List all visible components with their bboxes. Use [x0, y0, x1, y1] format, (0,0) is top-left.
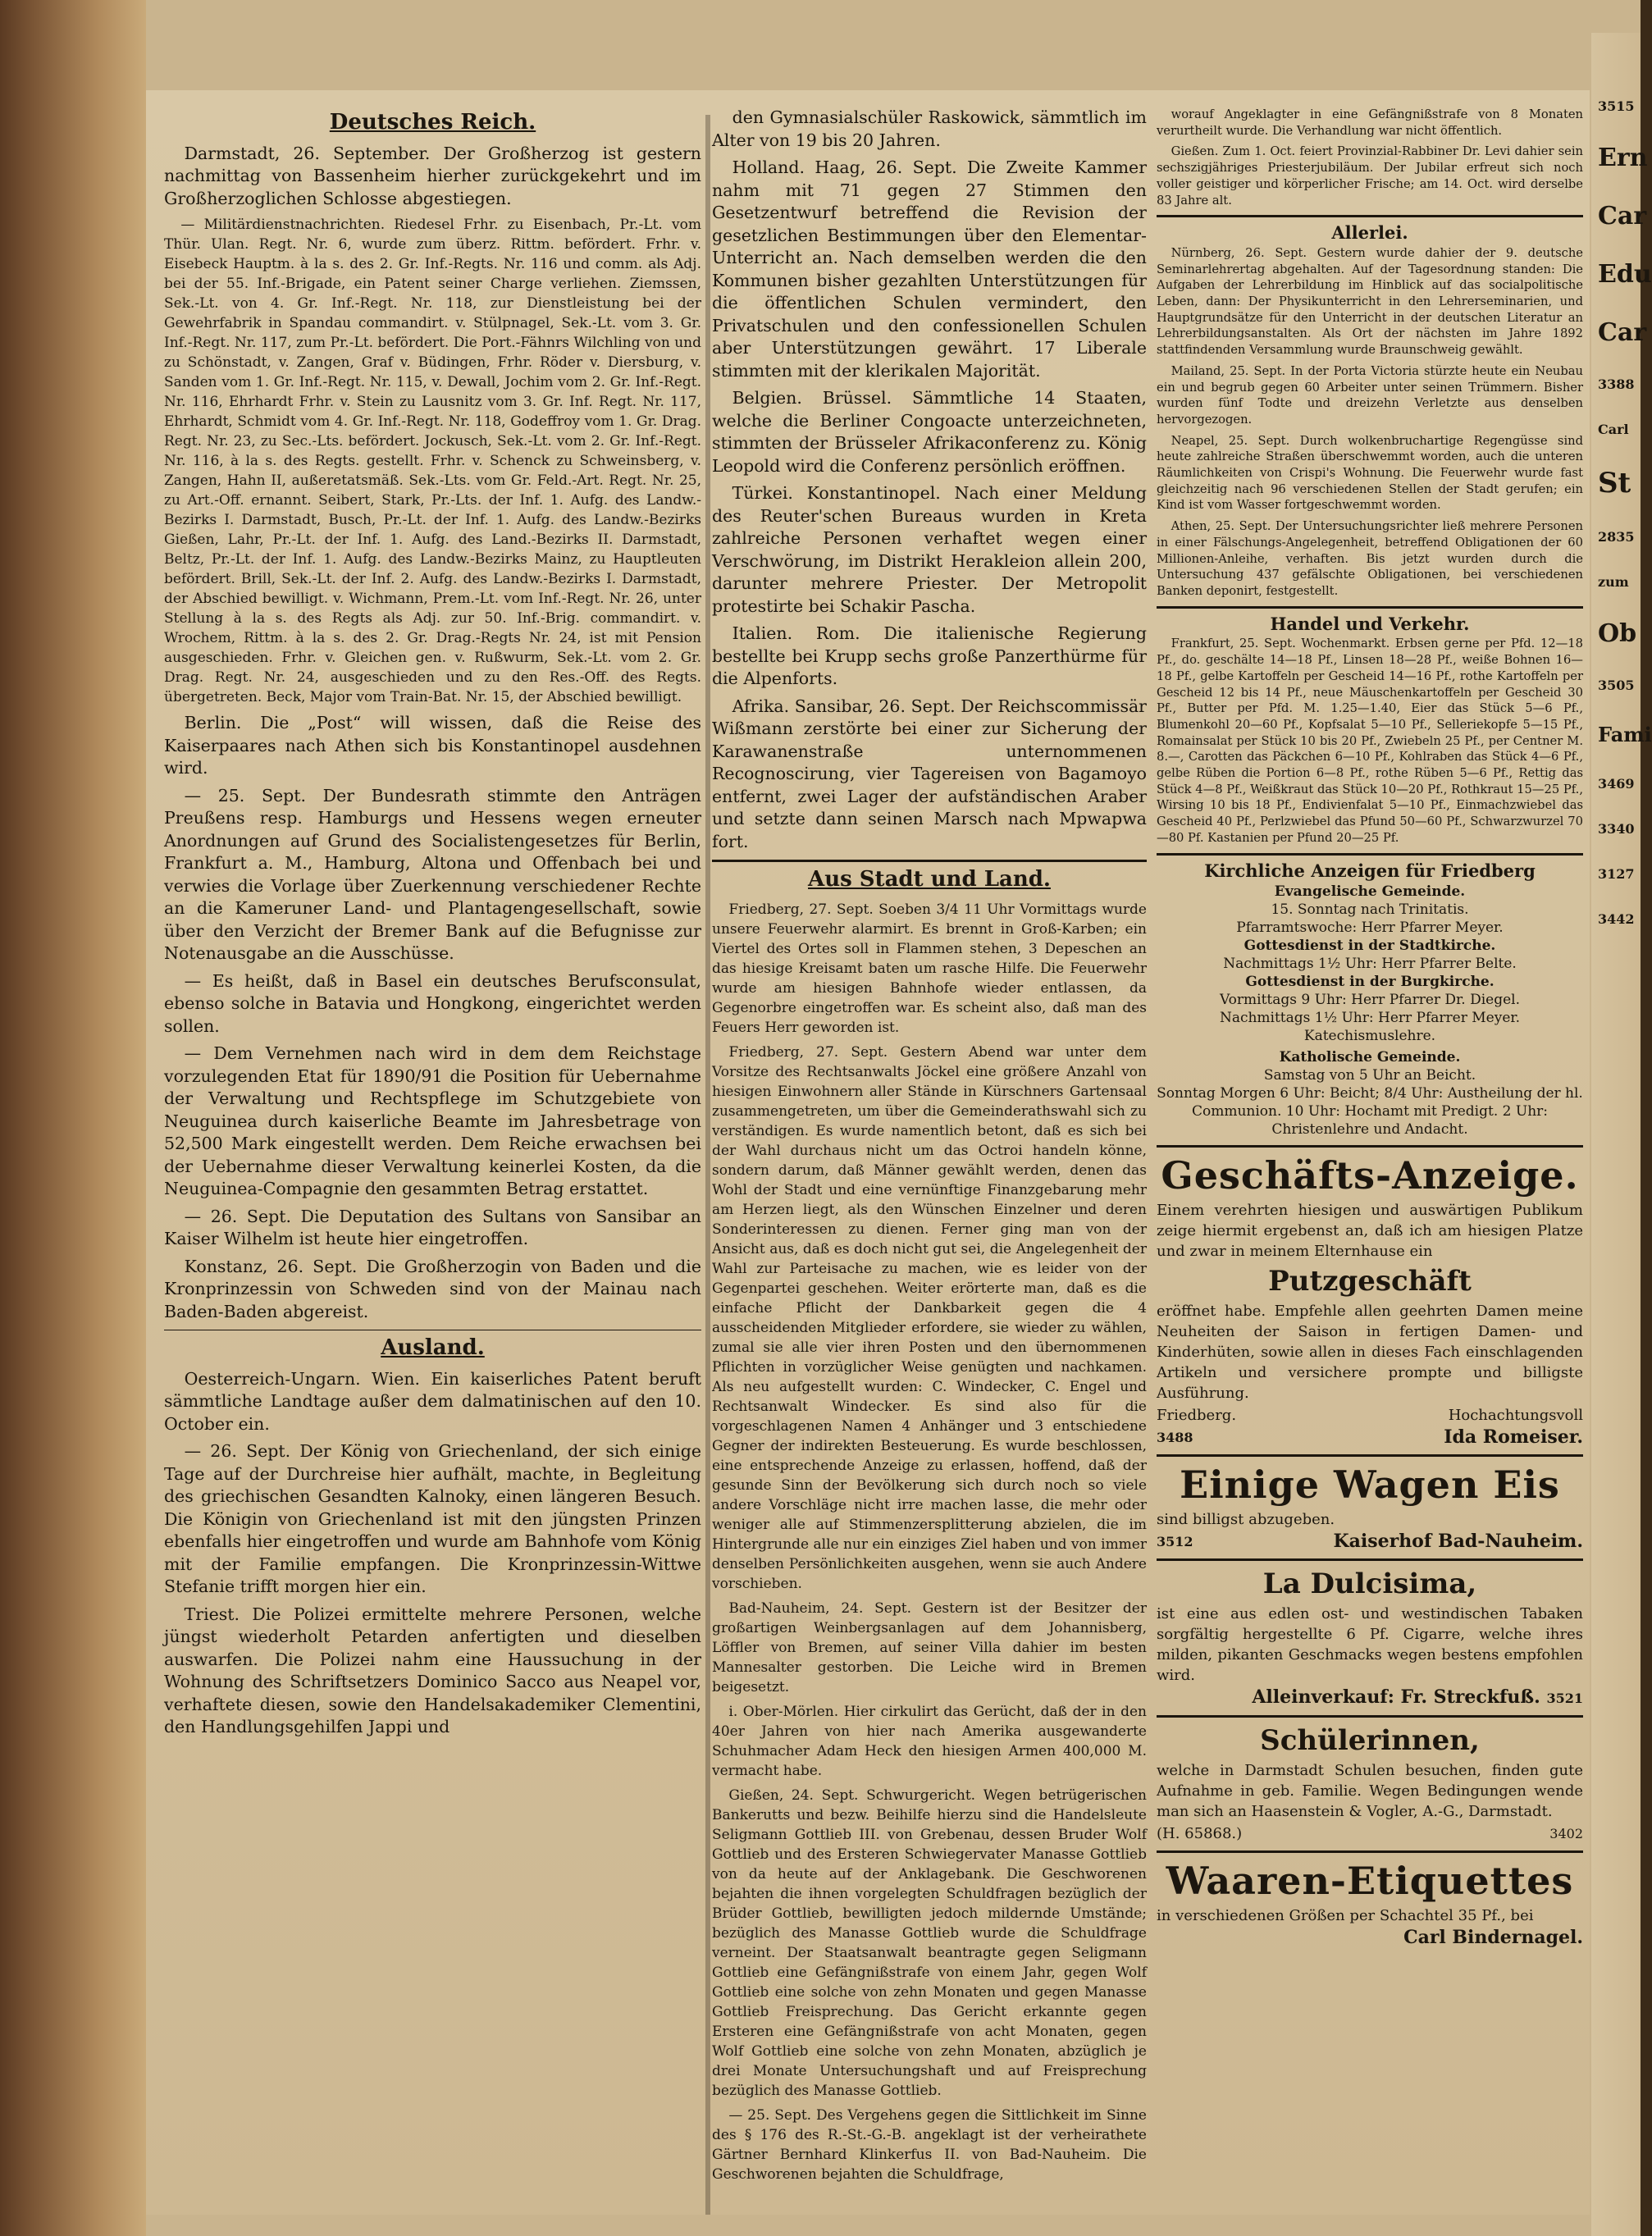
ad-wagen-eis: [1157, 1454, 1583, 1558]
section-title-handel: Handel und Verkehr.: [1270, 613, 1470, 634]
edge-fragment: Car: [1598, 318, 1647, 347]
edge-fragment: 3340: [1598, 821, 1635, 837]
church-line: Pfarramtswoche: Herr Pfarrer Meyer.: [1236, 919, 1504, 937]
ad-title: Schülerinnen,: [1260, 1724, 1480, 1758]
article: worauf Angeklagter in eine Gefängnißstrafe von 8 Monaten verurtheilt wurde. Die Verhandlung war nicht öffentlich.: [1157, 107, 1583, 138]
article: Neapel, 25. Sept. Durch wolkenbruchartige Regengüsse sind heute zahlreiche Straßen überschwemmt worden, auch die unteren Räumlichkeiten von Crispi's Wohnung. Die Feuerwehr wurde fast gleichzeitig nach 96 verschiedenen Stellen der Stadt gerufen; ein Kind ist vom Wasser fortgeschwemmt worden.: [1157, 433, 1583, 513]
edge-fragment: Edu: [1598, 260, 1652, 289]
article: Bad-Nauheim, 24. Sept. Gestern ist der Besitzer der großartigen Weinbergsanlagen auf dem Johannisberg, Löffler von Bremen, auf seiner Villa dahier im besten Mannesalter gestorben. Die Leiche wird in Bremen beigesetzt.: [712, 1599, 1147, 1695]
market-report: Frankfurt, 25. Sept. Wochenmarkt. Erbsen gerne per Pfd. 12—18 Pf., do. geschälte 14—18 Pf., Linsen 18—28 Pf., weiße Bohnen 16—18 Pf., gelbe Kartoffeln per Gescheid 14—16 Pf., rothe Kartoffeln per Gescheid 12 bis 14 Pf., neue Mäuschenkartoffeln per Gescheid 30 Pf., Butter per Pfd. M. 1.25—1.40, Eier das Stück 5—6 Pf., Blumenkohl 20—60 Pf., Kopfsalat 5—10 Pf., Selleriekopfe 5—15 Pf., Romainsalat per Stück 10 bis 20 Pf., Zwiebeln 25 Pf., per Centner M. 8.—, Carotten das Päckchen 6—10 Pf., Kohlraben das Stück 4—6 Pf., gelbe Rüben die Portion 6—8 Pf., rothe Rüben 5—6 Pf., Rettig das Stück 4—8 Pf., Weißkraut das Stück 10—20 Pf., Rothkraut 15—25 Pf., Wirsing 10 bis 18 Pf., Endivienfalat 5—10 Pf., Einmachzwiebel das Gescheid 40 Pf., Perlzwiebel das Pfund 50—60 Pf., Schwarzwurzel 70—80 Pf. Kastanien per Pfund 20—25 Pf.: [1157, 637, 1583, 845]
section-title-ausland: Ausland.: [381, 1335, 485, 1360]
ad-place: [1157, 1405, 1583, 1426]
article: — Dem Vernehmen nach wird in dem dem Reichstage vorzulegenden Etat für 1890/91 die Position für Uebernahme der Verwaltung und Rechtspflege im Schutzgebiete von Neuguinea durch kaiserliche Beamte im Jahresbetrage von 52,500 Mark eingestellt werden. Dem Reiche erwachsen bei der Uebernahme dieser Verwaltung keinerlei Kosten, da die Neuguinea-Compagnie den gesammten Betrag erstattet.: [164, 1043, 701, 1198]
ad-keyword: Putzgeschäft: [1268, 1265, 1472, 1298]
article: Berlin. Die „Post“ will wissen, daß die Reise des Kaiserpaares nach Athen sich bis Konstantinopel ausdehnen wird.: [164, 713, 701, 778]
edge-fragment: Carl: [1598, 422, 1629, 437]
article: — 26. Sept. Die Deputation des Sultans von Sansibar an Kaiser Wilhelm ist heute hier eingetroffen.: [164, 1206, 701, 1248]
edge-fragment: 3469: [1598, 776, 1635, 792]
divider: [1157, 853, 1583, 856]
church-line: Gottesdienst in der Burgkirche.: [1245, 974, 1495, 991]
ad-name: Alleinverkauf: Fr. Streckfuß.: [1252, 1686, 1540, 1709]
article: Türkei. Konstantinopel. Nach einer Meldung des Reuter'schen Bureaus wurden in Kreta zahlreiche Personen verhaftet wegen einer Verschwörung, im Distrikt Herakleion allein 200, darunter mehrere Priester. Der Metropolit protestirte bei Schakir Pascha.: [712, 483, 1147, 616]
church-line: Nachmittags 1½ Uhr: Herr Pfarrer Belte.: [1223, 956, 1517, 973]
edge-fragment: 3442: [1598, 911, 1635, 927]
article: Gießen. Zum 1. Oct. feiert Provinzial-Rabbiner Dr. Levi dahier sein sechszigjähriges Priesterjubiläum. Der Jubilar erfreut sich noch voller geistiger und körperlicher Frische; am 14. Oct. wird derselbe 83 Jahre alt.: [1157, 144, 1583, 208]
ad-waaren-etiquettes: [1157, 1850, 1583, 1955]
church-line: Vormittags 9 Uhr: Herr Pfarrer Dr. Diegel.: [1219, 992, 1521, 1009]
ad-code: 3488: [1157, 1430, 1193, 1446]
ad-text: welche in Darmstadt Schulen besuchen, finden gute Aufnahme in geb. Familie. Wegen Bedingungen wende man sich an Haasenstein & Vogler, A.-G., Darmstadt.: [1157, 1762, 1583, 1821]
article: Mailand, 25. Sept. In der Porta Victoria stürzte heute ein Neubau ein und begrub gegen 60 Arbeiter unter seinen Trümmern. Bisher wurden fünf Todte und dreizehn Verletzte aus denselben hervorgezogen.: [1157, 363, 1583, 427]
article: — Militärdienstnachrichten. Riedesel Frhr. zu Eisenbach, Pr.-Lt. vom Thür. Ulan. Regt. Nr. 6, wurde zum überz. Rittm. befördert. Frhr. v. Eisebeck Hauptm. à la s. des 2. Gr. Inf.-Regts. Nr. 116 und comm. als Adj. bei der 55. Inf.-Brigade, ein Patent seiner Charge verliehen. Ziemssen, Sek.-Lt. von 4. Gr. Inf.-Regt. Nr. 118, zur Dienstleistung bei der Gewehrfabrik in Spandau commandirt. v. Stülpnagel, Sek.-Lt. vom 3. Gr. Inf.-Regt. Nr. 117, zum Pr.-Lt. befördert. Die Port.-Fähnrs Wilchling von und zu Schönstadt, v. Zangen, Graf v. Büdingen, Frhr. Röder v. Diersburg, v. Sanden vom 1. Gr. Inf.-Regt. Nr. 115, v. Dewall, Jochim vom 2. Gr. Inf.-Regt. Nr. 116, Ehrhardt Frhr. v. Stein zu Lausnitz vom 3. Gr. Inf. Regt. Nr. 117, Ehrhardt, Schmidt vom 4. Gr. Inf.-Regt. Nr. 118, Godeffroy vom 1. Gr. Drag. Regt. Nr. 23, zu Sec.-Lts. befördert. Jockusch, Sek.-Lt. vom 2. Gr. Inf.-Regt. Nr. 116, à la s. des Regts. gestellt. Frhr. v. Schenck zu Schweinsberg, v. Zangen, Hahn II, außeretatsmäß. Sek.-Lts. vom Gr. Feld.-Art. Regt. Nr. 25, zu Art.-Off. ernannt. Seibert, Stark, Pr.-Lts. der Inf. 1. Aufg. des Landw.-Bezirks I. Darmstadt, Busch, Pr.-Lt. der Inf. 1. Aufg. des Landw.-Bezirks Gießen, Lahr, Pr.-Lt. der Inf. 1. Aufg. des Land.-Bezirks II. Darmstadt, Beltz, Pr.-Lt. der Inf. 1. Aufg. des Landw.-Bezirks Mainz, zu Hauptleuten befördert. Brill, Sek.-Lt. der Inf. 2. Aufg. des Landw.-Bezirks I. Darmstadt, der Abschied bewilligt. v. Wichmann, Prem.-Lt. vom Inf.-Regt. Nr. 26, unter Stellung à la s. des Regts als Adj. zur 50. Inf.-Brig. commandirt. v. Wrochem, Rittm. à la s. des 2. Gr. Drag.-Regts Nr. 24, ist mit Pension ausgeschieden. Frhr. v. Gleichen gen. v. Rußwurm, Sek.-Lt. vom 2. Gr. Drag. Regt. Nr. 24, ausgeschieden und zu den Res.-Off. des Regts. übergetreten. Beck, Major vom Train-Bat. Nr. 15, der Abschied bewilligt.: [164, 217, 701, 705]
edge-fragment: zum: [1598, 574, 1629, 590]
book-binding: [0, 0, 146, 2236]
middle-column: [712, 107, 1147, 2189]
ad-title: Waaren-Etiquettes: [1166, 1859, 1574, 1904]
ad-text: eröffnet habe. Empfehle allen geehrten Damen meine Neuheiten der Saison in fertigen Damen- und Kinderhüten, sowie allen in dieses Fach einschlagenden Artikeln und versichere prompte und billigste Ausführung.: [1157, 1303, 1583, 1403]
column-gutter: [705, 115, 710, 2215]
article: Afrika. Sansibar, 26. Sept. Der Reichscommissär Wißmann zerstörte bei einer zur Sicherung der Karawanenstraße unternommenen Recognoscirung, vier Tagereisen von Bagamoyo entfernt, zwei Lager der aufständischen Araber und setzte dann seinen Marsch nach Mpwapwa fort.: [712, 696, 1147, 851]
ad-geschaefts-anzeige: [1157, 1145, 1583, 1454]
ad-signature: [1157, 1687, 1583, 1709]
ad-title: Geschäfts-Anzeige.: [1161, 1153, 1579, 1198]
ad-code: 3402: [1549, 1826, 1583, 1842]
edge-fragment: 3505: [1598, 678, 1635, 693]
ad-name: Ida Romeiser.: [1444, 1426, 1583, 1449]
article: Athen, 25. Sept. Der Untersuchungsrichter ließ mehrere Personen in einer Fälschungs-Angelegenheit, betreffend Obligationen der 60 Millionen-Anleihe, verhaften. Bis jetzt wurden durch die Untersuchung 437 gefälschte Obligationen, bei verschiedenen Banken deponirt, festgestellt.: [1157, 519, 1583, 598]
ad-ref: [1157, 1823, 1583, 1844]
article: — 25. Sept. Des Vergehens gegen die Sittlichkeit im Sinne des § 176 des R.-St.-G.-B. angeklagt ist der verheirathete Gärtner Bernhard Klinkerfus II. von Bad-Nauheim. Die Geschworenen bejahten die Schuldfrage,: [712, 2106, 1147, 2183]
article: i. Ober-Mörlen. Hier cirkulirt das Gerücht, daß der in den 40er Jahren von hier nach Amerika ausgewanderte Schuhmacher Adam Heck den hiesigen Armen 400,000 M. vermacht habe.: [712, 1703, 1147, 1779]
article: Gießen, 24. Sept. Schwurgericht. Wegen betrügerischen Bankerutts und bezw. Beihilfe hierzu sind die Handelsleute Seligmann Gottlieb III. von Grebenau, dessen Bruder Wolf Gottlieb und des Ersteren Schwiegervater Manasse Gottlieb von da heute auf der Anklagebank. Die Geschworenen bejahten die ihnen vorgelegten Schuldfragen bezüglich der Brüder Gottlieb, bewilligten jedoch mildernde Umstände; bezüglich des Manasse Gottlieb wurde die Schuldfrage verneint. Der Staatsanwalt beantragte gegen Seligmann Gottlieb eine Gefängnißstrafe von einem Jahr, gegen Wolf Gottlieb eine solche von zehn Monaten und gegen Manasse Gottlieb Freisprechung. Das Gericht erkannte gegen Ersteren eine Gefängnißstrafe von acht Monaten, gegen Wolf Gottlieb eine solche von zehn Monaten, abzüglich je drei Monate Untersuchungshaft und auf Freisprechung bezüglich des Manasse Gottlieb.: [712, 1787, 1147, 2099]
church-line: Samstag von 5 Uhr an Beicht.: [1263, 1067, 1476, 1084]
left-column: [164, 107, 701, 1744]
church-line: Nachmittags 1½ Uhr: Herr Pfarrer Meyer.: [1219, 1010, 1521, 1027]
article: — Es heißt, daß in Basel ein deutsches Berufsconsulat, ebenso solche in Batavia und Hongkong, eingerichtet werden sollen.: [164, 970, 701, 1036]
ad-signature: [1157, 1531, 1583, 1552]
section-title-allerlei: Allerlei.: [1331, 222, 1408, 244]
article: Holland. Haag, 26. Sept. Die Zweite Kammer nahm mit 71 gegen 27 Stimmen den Gesetzentwurf betreffend die Revision der gesetzlichen Bestimmungen über den Elementar-Unterricht an. Nach demselben werden die den Kommunen bisher gezahlten Unterstützungen für die öffentlichen Schulen vermindert, den Privatschulen und den confessionellen Schulen aber Unterstützungen gewährt. 17 Liberale stimmten mit der klerikalen Majorität.: [712, 157, 1147, 381]
church-notices-title: Kirchliche Anzeigen für Friedberg: [1204, 860, 1536, 881]
right-column: [1157, 107, 1583, 1955]
edge-fragment: Car: [1598, 202, 1647, 230]
ad-name: Carl Bindernagel.: [1403, 1927, 1583, 1949]
church-line: 15. Sonntag nach Trinitatis.: [1271, 901, 1469, 919]
ad-name: Kaiserhof Bad-Nauheim.: [1333, 1531, 1583, 1553]
church-line: Gottesdienst in der Stadtkirche.: [1244, 938, 1496, 955]
article: Darmstadt, 26. September. Der Großherzog ist gestern nachmittag von Bassenheim hierher zurückgekehrt und im Großherzoglichen Schlosse abgestiegen.: [164, 143, 701, 208]
article: — 26. Sept. Der König von Griechenland, der sich einige Tage auf der Durchreise hier aufhält, machte, in Begleitung des griechischen Gesandten Kalnoky, einen längeren Besuch. Die Königin von Griechenland ist mit den jüngsten Prinzen ebenfalls hier eingetroffen und wurde am Bahnhofe vom König mit der Familie empfangen. Die Kronprinzessin-Wittwe Stefanie trifft morgen hier ein.: [164, 1441, 701, 1596]
article: Friedberg, 27. Sept. Soeben 3/4 11 Uhr Vormittags wurde unsere Feuerwehr alarmirt. Es brennt in Groß-Karben; ein Viertel des Ortes soll in Flammen stehen, 3 Depeschen an das hiesige Kreisamt baten um rasche Hilfe. Die Feuerwehr wurde am hiesigen Bahnhofe wieder entlassen, da Gegenorbre eingetroffen war. Es scheint also, daß man des Feuers Herr geworden ist.: [712, 901, 1147, 1036]
edge-fragment: Fami: [1598, 723, 1652, 746]
article: Belgien. Brüssel. Sämmtliche 14 Staaten, welche die Berliner Congoacte unterzeichneten, stimmten der Brüsseler Afrikaconferenz zu. König Leopold wird die Conferenz persönlich eröffnen.: [712, 388, 1147, 476]
ad-text: sind billigst abzugeben.: [1157, 1511, 1335, 1529]
church-kath-title: Katholische Gemeinde.: [1279, 1049, 1461, 1066]
divider: [712, 860, 1147, 862]
edge-fragment: Ern: [1598, 144, 1648, 172]
divider: [1157, 606, 1583, 609]
article: Oesterreich-Ungarn. Wien. Ein kaiserliches Patent beruft sämmtliche Landtage außer dem dalmatinischen auf den 10. October ein.: [164, 1368, 701, 1434]
ad-la-dulcisima: [1157, 1558, 1583, 1715]
edge-fragment: 3515: [1598, 98, 1635, 114]
church-notices: [1157, 883, 1583, 1139]
article: den Gymnasialschüler Raskowick, sämmtlich im Alter von 19 bis 20 Jahren.: [712, 107, 1147, 150]
ad-text: Einem verehrten hiesigen und auswärtigen Publikum zeige hiermit ergebenst an, daß ich am hiesigen Platze und zwar in meinem Elternhause ein: [1157, 1202, 1583, 1261]
edge-fragment: Ob: [1598, 619, 1637, 648]
ad-text: in verschiedenen Größen per Schachtel 35 Pf., bei: [1157, 1907, 1534, 1925]
ad-code: 3521: [1546, 1691, 1583, 1707]
article: Konstanz, 26. Sept. Die Großherzogin von Baden und die Kronprinzessin von Schweden sind von der Mainau nach Baden-Baden abgereist.: [164, 1256, 701, 1321]
ad-schuelerinnen: [1157, 1715, 1583, 1850]
ad-signature: [1157, 1427, 1583, 1448]
church-line: Katechismuslehre.: [1303, 1028, 1436, 1045]
divider: [1157, 215, 1583, 217]
edge-fragment: St: [1598, 467, 1631, 500]
article: Friedberg, 27. Sept. Gestern Abend war unter dem Vorsitze des Rechtsanwalts Jöckel eine größere Anzahl von hiesigen Einwohnern aller Stände in Kürschners Gartensaal zusammengetreten, um über die Gemeinderathswahl sich zu verständigen. Es wurde namentlich betont, daß es sich bei der Wahl durchaus nicht um das Octroi handeln könne, sondern darum, daß Männer gewählt werden, denen das Wohl der Stadt und eine vernünftige Finanzgebarung mehr am Herzen liegt, als den Wünschen Einzelner und deren Sonderinteressen zu dienen. Ferner ging man von der Ansicht aus, daß es doch nicht gut sei, die Angelegenheit der Wahl zur Parteisache zu machen, wie es leider von der Gegenpartei geschehen. Weiter erörterte man, daß es die einfache Pflicht der Dankbarkeit gegen die 4 ausscheidenden Mitglieder erfordere, sie wieder zu wählen, zumal sie alle vier ihren Posten und den übernommenen Pflichten in vorzüglicher Weise genügten und nachkamen. Als neu aufgestellt wurden: C. Windecker, C. Engel und Rechtsanwalt Windecker. Es sind also für die vorgeschlagenen Namen 4 Anhänger und 3 entschiedene Gegner der indirekten Besteuerung. Es wurde beschlossen, eine entsprechende Anzeige zu erlassen, hoffend, daß der gesunde Sinn der Bevölkerung sich durch noch so viele andere Vorschläge nicht irre machen lasse, die mehr oder weniger alle auf Stimmenzersplitterung abzielen, die im Hintergrunde alle nur ein einziges Ziel haben und von immer denselben Persönlichkeiten ausgehen, wenn sie auch Andere vorschieben.: [712, 1043, 1147, 1592]
edge-fragment: 3127: [1598, 866, 1635, 882]
ad-place-text: Friedberg.: [1157, 1407, 1237, 1425]
article: Italien. Rom. Die italienische Regierung bestellte bei Krupp sechs große Panzerthürme für die Alpenforts.: [712, 623, 1147, 688]
ad-title: La Dulcisima,: [1262, 1567, 1477, 1601]
section-title-aus-stadt-und-land: Aus Stadt und Land.: [808, 867, 1051, 892]
ad-ref-text: (H. 65868.): [1157, 1825, 1243, 1843]
edge-fragment: 2835: [1598, 529, 1635, 545]
church-line: Sonntag Morgen 6 Uhr: Beicht; 8/4 Uhr: Austheilung der hl. Communion. 10 Uhr: Hochamt mit Predigt. 2 Uhr: Christenlehre und Andacht.: [1157, 1085, 1583, 1139]
ad-title: Einige Wagen Eis: [1180, 1463, 1560, 1508]
next-page-fragments: [1598, 98, 1652, 956]
edge-fragment: 3388: [1598, 376, 1635, 392]
article: Triest. Die Polizei ermittelte mehrere Personen, welche jüngst wiederholt Petarden anfertigten und dieselben auswarfen. Die Polizei nahm eine Haussuchung in der Wohnung des Schriftsetzers Dominico Sacco aus Neapel vor, verhaftete diesen, sowie den Handelsakademiker Clementini, den Handlungsgehilfen Jappi und: [164, 1604, 701, 1736]
ad-greeting: Hochachtungsvoll: [1448, 1407, 1583, 1425]
article: Nürnberg, 26. Sept. Gestern wurde dahier der 9. deutsche Seminarlehrertag abgehalten. Auf der Tagesordnung standen: Die Aufgaben der Lehrerbildung im Hinblick auf das socialpolitische Leben, dann: Der Physikunterricht in den Lehrerseminarien, und Hauptgrundsätze für den Unterricht in der deutschen Literatur an Lehrerbildungsanstalten. Als Ort der nächsten im Jahre 1892 stattfindenden Versammlung wurde Braunschweig gewählt.: [1157, 245, 1583, 358]
ad-text: ist eine aus edlen ost- und westindischen Tabaken sorgfältig hergestellte 6 Pf. Cigarre, welche ihres milden, pikanten Geschmacks wegen bestens empfohlen wird.: [1157, 1605, 1583, 1685]
church-ev-title: Evangelische Gemeinde.: [1274, 883, 1466, 901]
ad-code: 3512: [1157, 1534, 1193, 1550]
article: — 25. Sept. Der Bundesrath stimmte den Anträgen Preußens resp. Hamburgs und Hessens wegen erneuter Anordnungen auf Grund des Socialistengesetzes für Berlin, Frankfurt a. M., Hamburg, Altona und Offenbach bei und verwies die Vorlage über Zuerkennung verschiedener Rechte an die Kameruner Land- und Plantagengesellschaft, sowie über den Verzicht der Bremer Bank auf die Befugnisse zur Notenausgabe an die Ausschüsse.: [164, 785, 701, 963]
section-title-deutsches-reich: Deutsches Reich.: [329, 110, 536, 135]
